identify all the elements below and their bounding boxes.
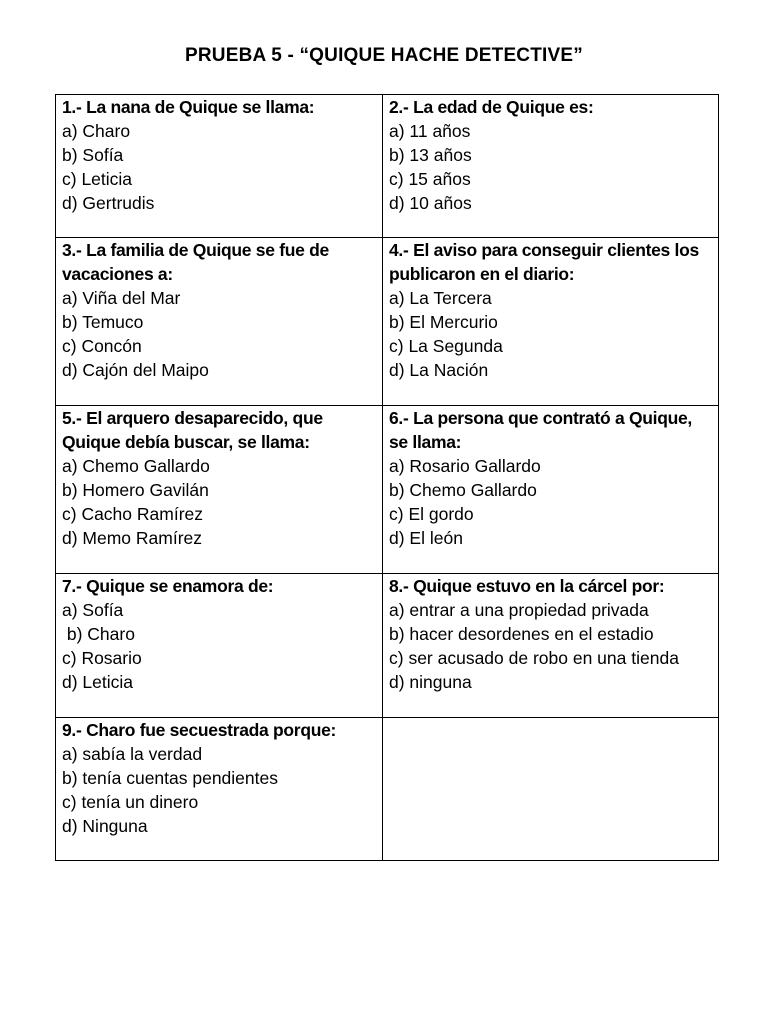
answer-option: d) Cajón del Maipo <box>62 360 209 380</box>
question-text: 9.- Charo fue secuestrada porque: <box>62 720 337 740</box>
empty-cell <box>383 718 719 861</box>
answer-option: a) Chemo Gallardo <box>62 456 210 476</box>
answer-option: a) Rosario Gallardo <box>389 456 541 476</box>
answer-option: c) ser acusado de robo en una tienda <box>389 648 679 668</box>
answer-option: c) Cacho Ramírez <box>62 504 204 524</box>
answer-option: b) Homero Gavilán <box>62 480 209 500</box>
answer-option: b) Charo <box>62 624 135 644</box>
question-cell-9 <box>56 718 383 861</box>
answer-option: c) Concón <box>62 336 142 356</box>
answer-option: d) El león <box>389 528 463 548</box>
answer-option: b) Temuco <box>62 312 144 332</box>
answer-option: a) Viña del Mar <box>62 288 181 308</box>
question-text: 7.- Quique se enamora de: <box>62 576 274 596</box>
answer-option: c) La Segunda <box>389 336 503 356</box>
question-cell-3 <box>56 238 383 406</box>
answer-option: b) tenía cuentas pendientes <box>62 768 278 788</box>
quiz-row <box>56 718 719 861</box>
answer-option: b) El Mercurio <box>389 312 498 332</box>
question-text: 3.- La familia de Quique se fue de vacaciones a: <box>62 240 329 284</box>
question-text: 1.- La nana de Quique se llama: <box>62 97 315 117</box>
question-cell-6 <box>383 406 719 574</box>
answer-option: a) La Tercera <box>389 288 492 308</box>
answer-option: a) 11 años <box>389 121 471 141</box>
answer-option: a) Charo <box>62 121 131 141</box>
question-text: 4.- El aviso para conseguir clientes los publicaron en el diario: <box>389 240 699 284</box>
answer-option: d) Ninguna <box>62 816 148 836</box>
answer-option: a) entrar a una propiedad privada <box>389 600 649 620</box>
answer-option: c) El gordo <box>389 504 474 524</box>
answer-option: d) La Nación <box>389 360 489 380</box>
question-text: 6.- La persona que contrató a Quique, se llama: <box>389 408 692 452</box>
answer-option: a) sabía la verdad <box>62 744 203 764</box>
answer-option: d) 10 años <box>389 193 472 213</box>
answer-option: c) 15 años <box>389 169 471 189</box>
answer-option: c) Rosario <box>62 648 142 668</box>
answer-option: b) Sofía <box>62 145 124 165</box>
answer-option: b) Chemo Gallardo <box>389 480 537 500</box>
answer-option: d) Memo Ramírez <box>62 528 203 548</box>
question-cell-7 <box>56 574 383 718</box>
question-cell-5 <box>56 406 383 574</box>
question-text: 5.- El arquero desaparecido, que Quique debía buscar, se llama: <box>62 408 323 452</box>
quiz-row <box>56 95 719 238</box>
quiz-row <box>56 406 719 574</box>
question-text: 8.- Quique estuvo en la cárcel por: <box>389 576 665 596</box>
question-cell-4 <box>383 238 719 406</box>
answer-option: d) Leticia <box>62 672 134 692</box>
question-text: 2.- La edad de Quique es: <box>389 97 594 117</box>
answer-option: b) 13 años <box>389 145 472 165</box>
question-cell-1 <box>56 95 383 238</box>
answer-option: a) Sofía <box>62 600 124 620</box>
answer-option: c) Leticia <box>62 169 133 189</box>
quiz-row <box>56 238 719 406</box>
quiz-row <box>56 574 719 718</box>
question-cell-2 <box>383 95 719 238</box>
page-title: PRUEBA 5 - “QUIQUE HACHE DETECTIVE” <box>185 45 583 66</box>
answer-option: d) Gertrudis <box>62 193 155 213</box>
question-cell-8 <box>383 574 719 718</box>
quiz-table <box>55 94 719 861</box>
answer-option: d) ninguna <box>389 672 472 692</box>
answer-option: b) hacer desordenes en el estadio <box>389 624 654 644</box>
answer-option: c) tenía un dinero <box>62 792 199 812</box>
